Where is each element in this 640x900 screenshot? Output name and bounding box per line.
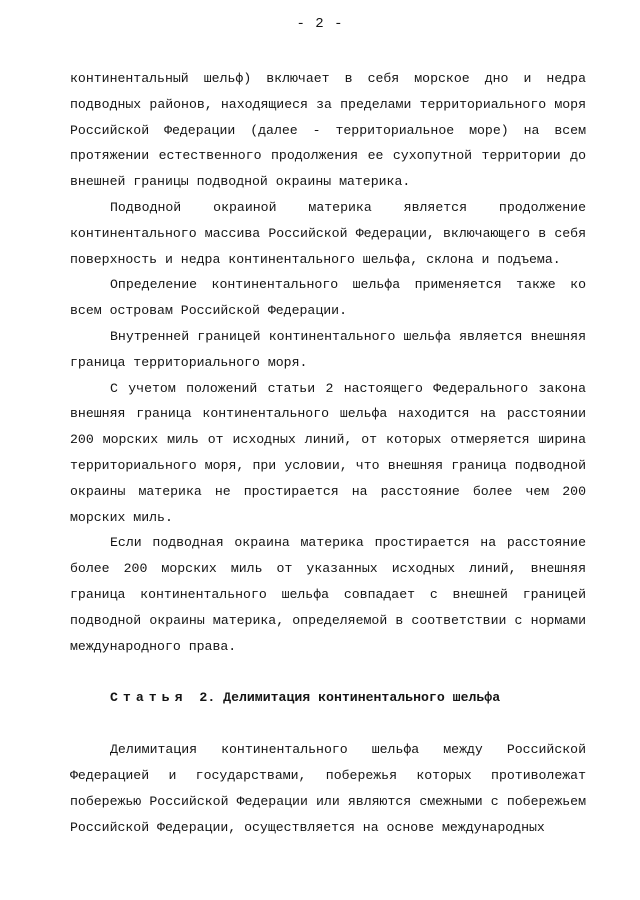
paragraph-inner-boundary: Внутренней границей континентального шельфа является внешняя граница территориального моря.	[70, 328, 586, 370]
article-number: 2.	[199, 690, 216, 706]
paragraph-beyond-200-miles: Если подводная окраина материка простирается на расстояние более 200 морских миль от указанных исходных линий, внешняя граница континентального шельфа совпадает с внешней границей подводной окраины материка, определяемой в соответствии с нормами международного права.	[70, 535, 586, 654]
paragraph-continental-shelf-definition: континентальный шельф) включает в себя морское дно и недра подводных районов, находящиеся за пределами территориального моря Российской Федерации (далее - территориальное море) на всем протяжении естественного продолжения ее сухопутной территории до внешней границы подводной окраины материка.	[70, 71, 586, 190]
paragraph-islands: Определение континентального шельфа применяется также ко всем островам Российской Федерации.	[70, 277, 586, 319]
paragraph-delimitation: Делимитация континентального шельфа между Российской Федерацией и государствами, побережья которых противолежат побережью Российской Федерации или являются смежными с побережьем Российской Федерации, осуществляется на основе международных	[70, 742, 586, 835]
article-title: Делимитация континентального шельфа	[223, 690, 501, 706]
paragraph-continental-margin: Подводной окраиной материка является продолжение континентального массива Российской Федерации, включающего в себя поверхность и недра континентального шельфа, склона и подъема.	[70, 199, 586, 267]
article-word: Статья	[110, 690, 188, 706]
page-number: - 2 -	[296, 16, 344, 32]
article-heading	[70, 685, 586, 711]
document-body	[70, 66, 586, 840]
paragraph-outer-boundary: С учетом положений статьи 2 настоящего Федерального закона внешняя граница континентального шельфа находится на расстоянии 200 морских миль от исходных линий, от которых отмеряется ширина территориального моря, при условии, что внешняя граница подводной окраины материка не простирается на расстояние более чем 200 морских миль.	[70, 380, 586, 525]
